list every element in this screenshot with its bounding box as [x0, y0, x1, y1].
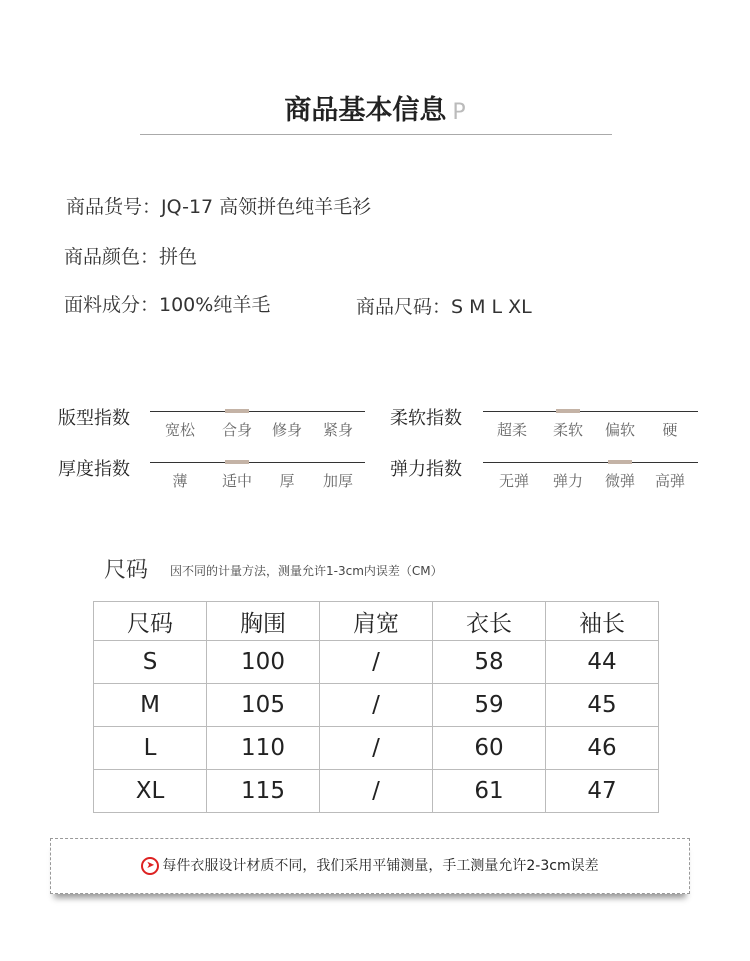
index-selected-marker: [556, 409, 580, 413]
index-scale-line: [483, 411, 698, 412]
column-header: 尺码: [94, 602, 207, 641]
column-header: 袖长: [546, 602, 659, 641]
column-header: 胸围: [207, 602, 320, 641]
title-divider: [140, 134, 612, 135]
index-label: 厚度指数: [58, 459, 130, 480]
index-option: 厚: [279, 472, 295, 490]
table-cell: 47: [546, 770, 659, 813]
index-label: 柔软指数: [390, 408, 462, 429]
table-cell: 45: [546, 684, 659, 727]
table-cell: M: [94, 684, 207, 727]
index-option: 无弹: [498, 472, 529, 490]
table-cell: 61: [433, 770, 546, 813]
column-header: 衣长: [433, 602, 546, 641]
index-label: 弹力指数: [390, 459, 462, 480]
table-cell: 115: [207, 770, 320, 813]
size-table: [93, 601, 659, 813]
table-row: [94, 727, 659, 770]
table-cell: S: [94, 641, 207, 684]
table-cell: 46: [546, 727, 659, 770]
index-option: 高弹: [654, 472, 685, 490]
product-material: 面料成分：100%纯羊毛: [64, 294, 271, 316]
index-scale-line: [150, 411, 365, 412]
index-selected-marker: [225, 409, 249, 413]
index-option: 薄: [172, 472, 188, 490]
size-chart-title: 尺码: [104, 558, 149, 583]
index-selected-marker: [608, 460, 632, 464]
index-option: 超柔: [496, 421, 527, 439]
index-option: 加厚: [322, 472, 353, 490]
table-cell: 58: [433, 641, 546, 684]
table-header-row: [94, 602, 659, 641]
column-header: 肩宽: [320, 602, 433, 641]
arrow-right-icon: ➤: [141, 857, 159, 875]
table-cell: /: [320, 641, 433, 684]
index-option: 硬: [662, 421, 678, 439]
index-scale-line: [150, 462, 365, 463]
product-color: 商品颜色：拼色: [64, 246, 198, 268]
title-text: 商品基本信息: [284, 95, 447, 126]
size-chart-note: 因不同的计量方法，测量允许1-3cm内误差（CM）: [170, 564, 443, 578]
product-sizes: 商品尺码：S M L XL: [356, 296, 532, 318]
table-cell: XL: [94, 770, 207, 813]
index-option: 微弹: [604, 472, 635, 490]
index-option: 紧身: [322, 421, 353, 439]
table-row: [94, 641, 659, 684]
index-option: 柔软: [552, 421, 583, 439]
table-row: [94, 684, 659, 727]
table-cell: L: [94, 727, 207, 770]
table-cell: 44: [546, 641, 659, 684]
table-cell: /: [320, 770, 433, 813]
index-scale-line: [483, 462, 698, 463]
index-option: 修身: [271, 421, 302, 439]
measurement-note: [51, 855, 689, 875]
index-option: 适中: [221, 472, 252, 490]
table-cell: /: [320, 727, 433, 770]
brand-mark: P: [452, 100, 466, 125]
page-title: [0, 88, 750, 127]
table-cell: 110: [207, 727, 320, 770]
table-cell: 60: [433, 727, 546, 770]
table-cell: 105: [207, 684, 320, 727]
product-sku: 商品货号：JQ-17 高领拼色纯羊毛衫: [66, 196, 372, 218]
table-cell: 100: [207, 641, 320, 684]
measurement-note-box: [50, 838, 690, 894]
index-option: 合身: [221, 421, 252, 439]
measurement-note-text: 每件衣服设计材质不同，我们采用平铺测量，手工测量允许2-3cm误差: [162, 858, 599, 874]
index-option: 弹力: [552, 472, 583, 490]
table-cell: /: [320, 684, 433, 727]
index-label: 版型指数: [58, 408, 130, 429]
table-cell: 59: [433, 684, 546, 727]
table-row: [94, 770, 659, 813]
index-option: 宽松: [164, 421, 195, 439]
index-selected-marker: [225, 460, 249, 464]
index-option: 偏软: [604, 421, 635, 439]
